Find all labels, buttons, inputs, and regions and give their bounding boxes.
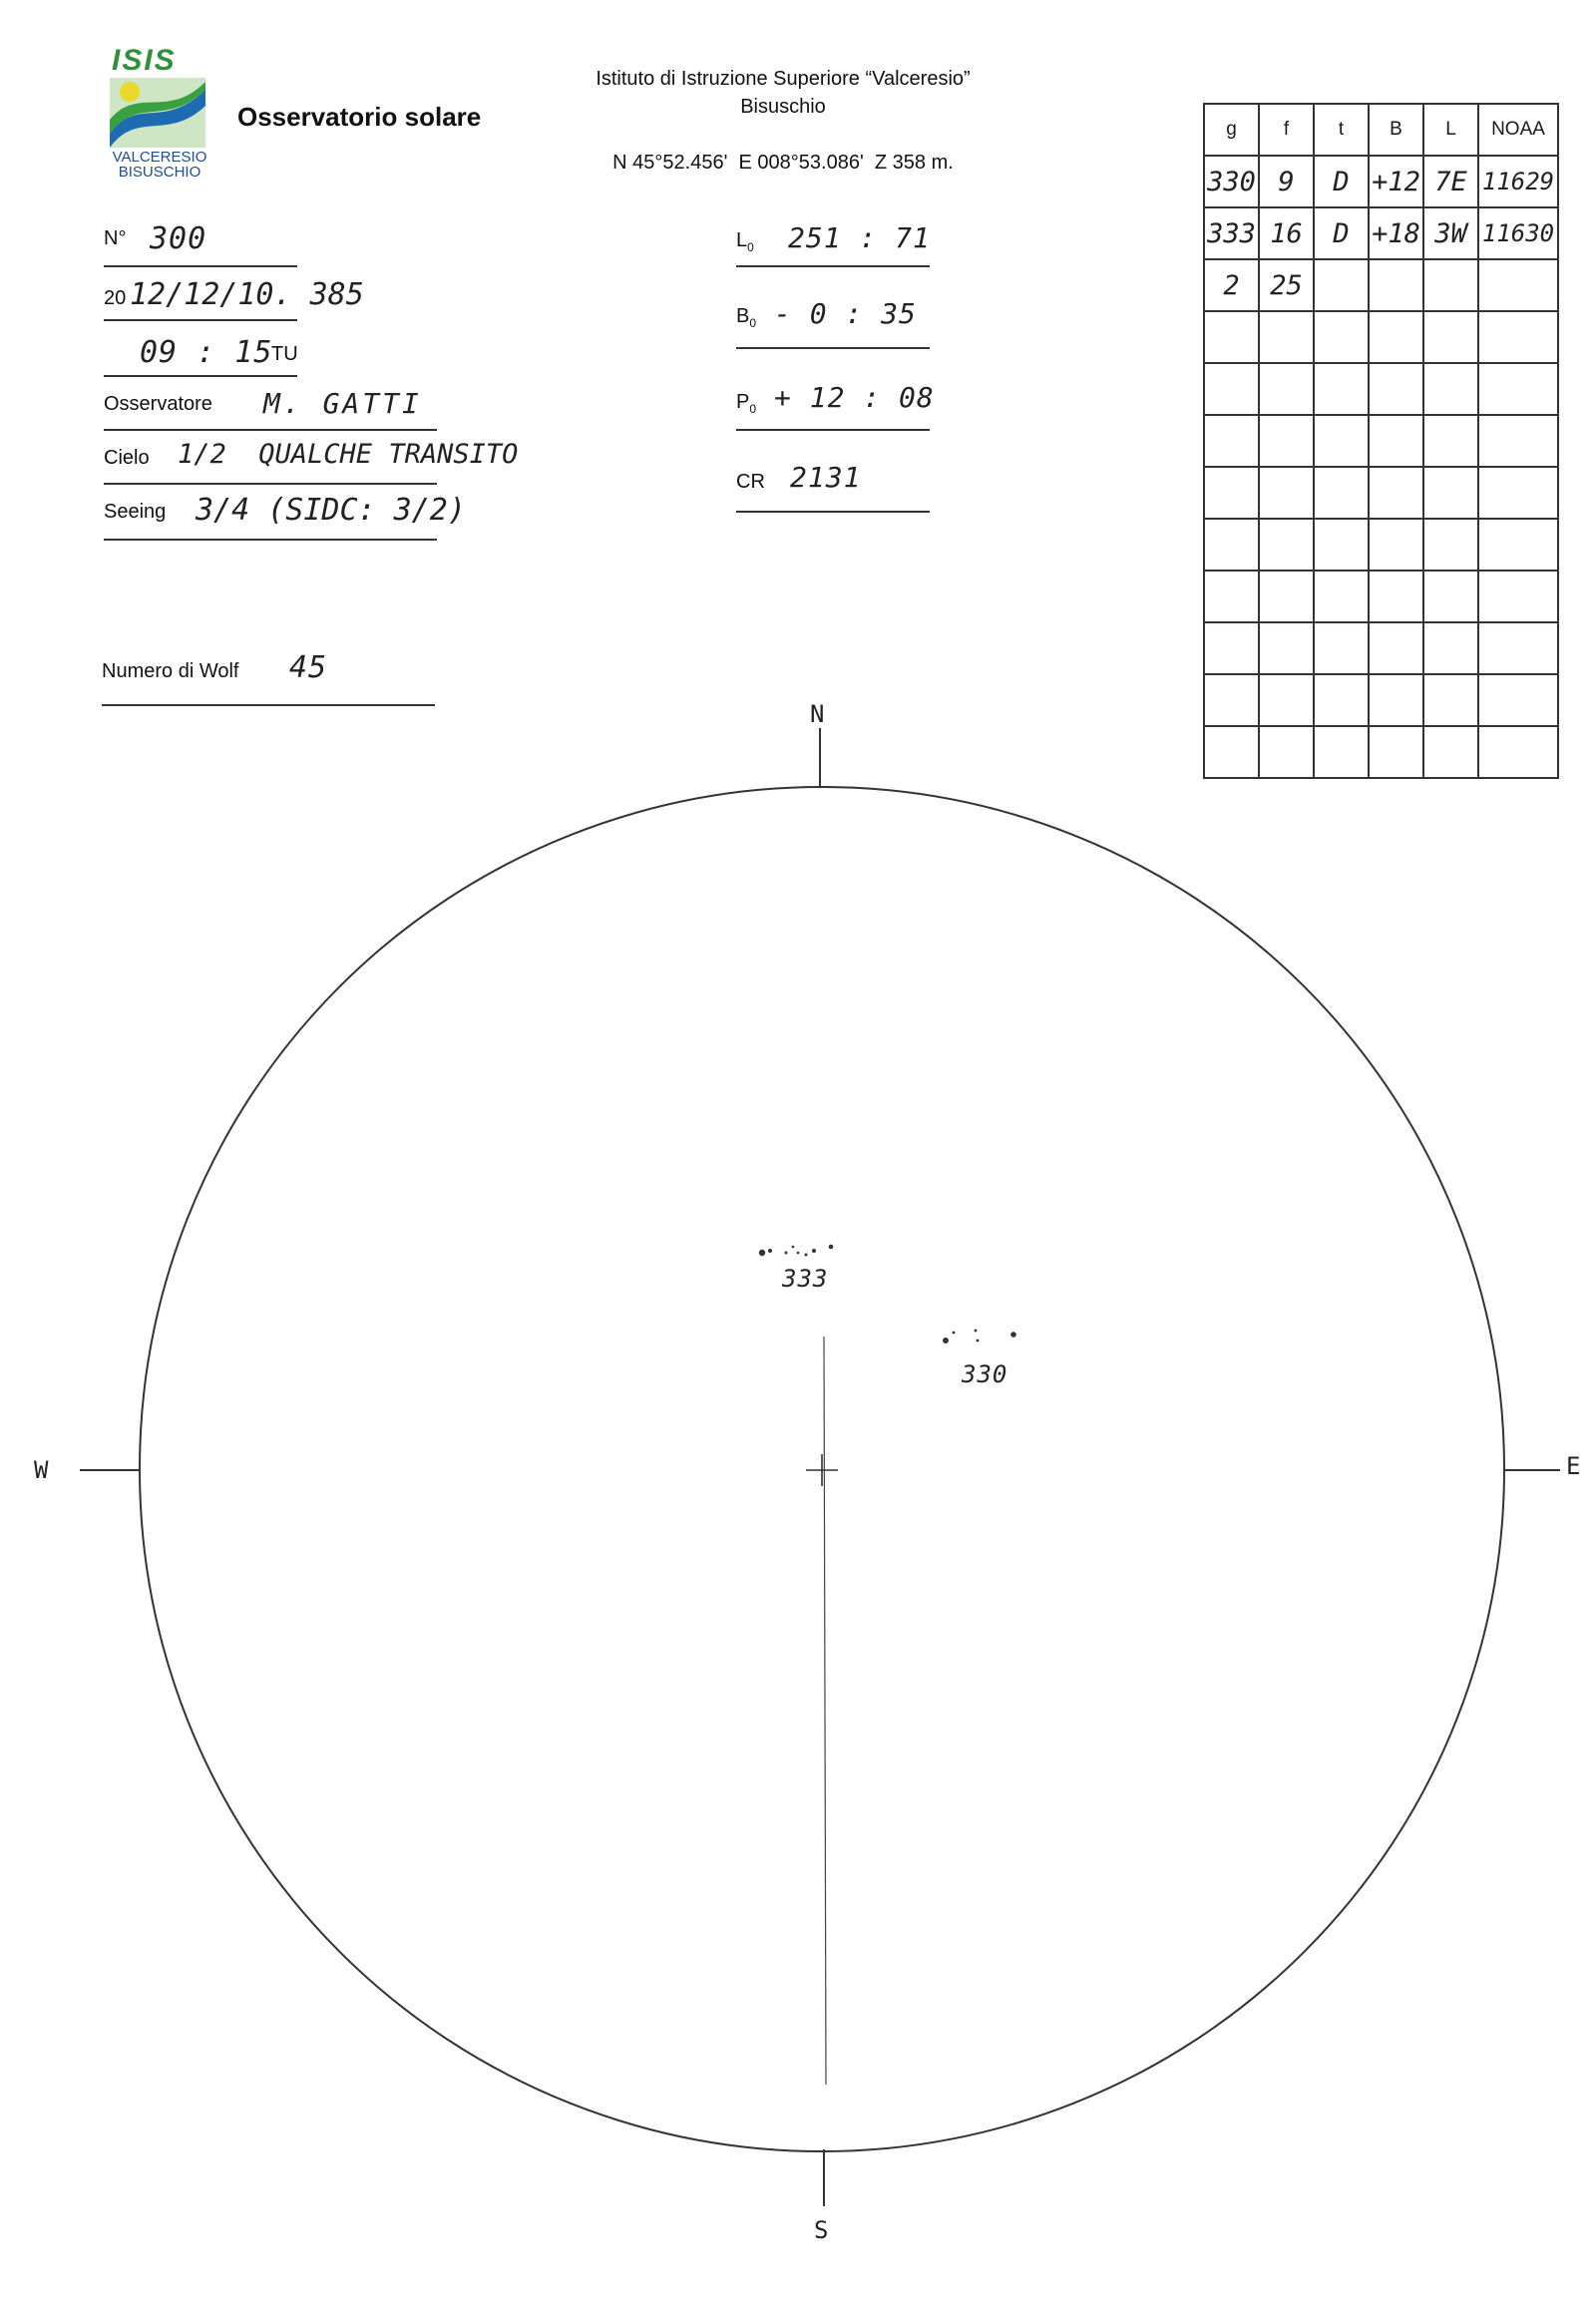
seeing-label: Seeing: [104, 501, 167, 523]
table-cell-b: +18: [1369, 207, 1423, 259]
number-label: N°: [104, 227, 127, 249]
central-meridian-line: [824, 1337, 826, 2085]
observatory-coordinates: N 45°52.456' E 008°53.086' Z 358 m.: [612, 152, 954, 174]
time-value: 09 : 15: [140, 335, 273, 370]
table-cell-noaa: 11630: [1478, 207, 1558, 259]
observer-value: M. GATTI: [263, 387, 422, 420]
sky-label: Cielo: [104, 447, 150, 469]
column-header-g: g: [1204, 104, 1259, 156]
p0-letter: P: [736, 391, 750, 413]
column-header-t: t: [1314, 104, 1369, 156]
b0-subscript: 0: [749, 316, 757, 330]
table-cell-f: 16: [1259, 207, 1314, 259]
l0-subscript: 0: [747, 240, 754, 254]
east-label: E: [1566, 1452, 1582, 1480]
table-cell-b: +12: [1369, 156, 1423, 207]
column-header-f: f: [1259, 104, 1314, 156]
seeing-value: 3/4 (SIDC: 3/2): [196, 493, 466, 528]
table-cell-l: 3W: [1423, 207, 1478, 259]
institute-town: Bisuschio: [740, 96, 826, 118]
logo-subtitle-1: VALCERESIO: [112, 149, 207, 166]
column-header-noaa: NOAA: [1478, 104, 1558, 156]
south-label: S: [814, 2216, 830, 2244]
column-header-b: B: [1369, 104, 1423, 156]
l0-letter: L: [736, 229, 748, 251]
p0-subscript: 0: [749, 402, 757, 416]
date-prefix: 20: [104, 287, 127, 309]
table-cell-g: 2: [1204, 259, 1259, 311]
b0-value: - 0 : 35: [774, 297, 917, 330]
number-value: 300: [150, 221, 207, 256]
sunspot-group-333: [759, 1245, 834, 1257]
table-cell-f: 25: [1259, 259, 1314, 311]
table-cell-g: 333: [1204, 207, 1259, 259]
time-unit: TU: [271, 343, 298, 365]
west-label: W: [34, 1456, 50, 1484]
wolf-label: Numero di Wolf: [102, 660, 239, 682]
group-label-330: 330: [962, 1360, 1008, 1388]
north-label: N: [810, 700, 826, 728]
table-cell-l: 7E: [1423, 156, 1478, 207]
sunspot-group-330: [943, 1330, 1016, 1343]
table-cell-noaa: 11629: [1478, 156, 1558, 207]
cr-label: CR: [736, 471, 765, 493]
table-cell-t: D: [1314, 156, 1369, 207]
logo-subtitle-2: BISUSCHIO: [118, 164, 201, 181]
observer-label: Osservatore: [104, 393, 212, 415]
wolf-value: 45: [289, 650, 328, 685]
column-header-l: L: [1423, 104, 1478, 156]
table-cell-f: 9: [1259, 156, 1314, 207]
sky-value: 1/2 QUALCHE TRANSITO: [178, 439, 519, 470]
group-label-333: 333: [782, 1265, 829, 1293]
date-value: 12/12/10. 385: [130, 277, 364, 312]
table-cell-t: D: [1314, 207, 1369, 259]
cr-value: 2131: [790, 461, 862, 494]
logo-wordmark: ISIS: [112, 44, 177, 77]
l0-value: 251 : 71: [788, 221, 931, 254]
table-cell-g: 330: [1204, 156, 1259, 207]
b0-letter: B: [736, 305, 750, 327]
brand-title: Osservatorio solare: [237, 102, 482, 132]
institute-name: Istituto di Istruzione Superiore “Valceresio”: [596, 68, 971, 90]
p0-value: + 12 : 08: [774, 381, 935, 414]
